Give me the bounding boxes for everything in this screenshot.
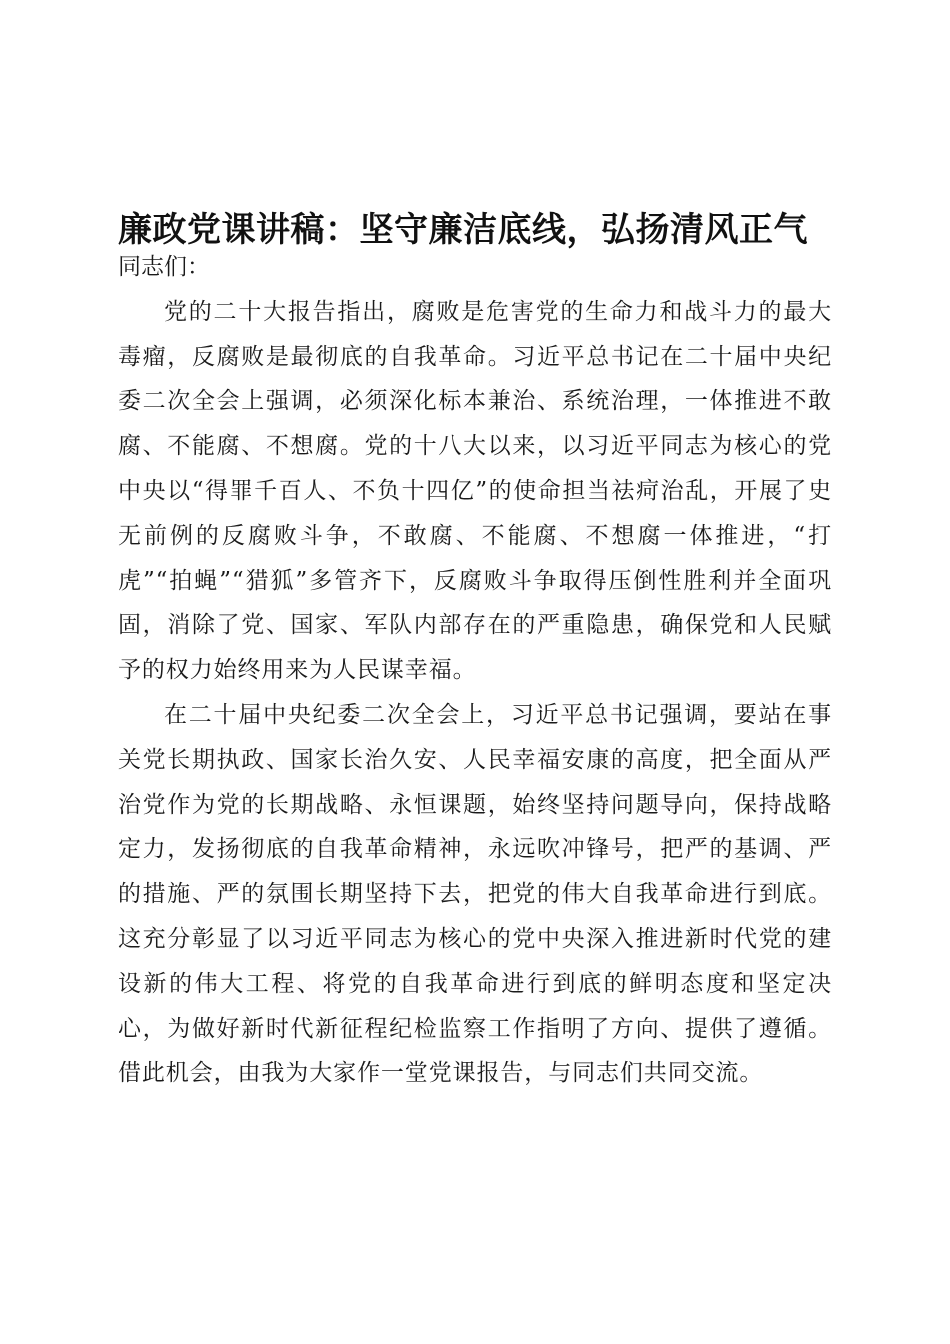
paragraph-2: 在二十届中央纪委二次全会上，习近平总书记强调，要站在事关党长期执政、国家长治久安、人民幸福安康的高度，把全面从严治党作为党的长期战略、永恒课题，始终坚持问题导向，保持战略定力，发扬彻底的自我革命精神，永远吹冲锋号，把严的基调、严的措施、严的氛围长期坚持下去，把党的伟大自我革命进行到底。这充分彰显了以习近平同志为核心的党中央深入推进新时代党的建设新的伟大工程、将党的自我革命进行到底的鲜明态度和坚定决心，为做好新时代新征程纪检监察工作指明了方向、提供了遵循。借此机会，由我为大家作一堂党课报告，与同志们共同交流。 [118, 701, 832, 1087]
salutation: 同志们： [118, 254, 210, 280]
document-body [118, 245, 832, 1096]
paragraph-1: 党的二十大报告指出，腐败是危害党的生命力和战斗力的最大毒瘤，反腐败是最彻底的自我革命。习近平总书记在二十届中央纪委二次全会上强调，必须深化标本兼治、系统治理，一体推进不敢腐、不能腐、不想腐。党的十八大以来，以习近平同志为核心的党中央以“得罪千百人、不负十四亿”的使命担当祛疴治乱，开展了史无前例的反腐败斗争，不敢腐、不能腐、不想腐一体推进，“打虎”“拍蝇”“猎狐”多管齐下，反腐败斗争取得压倒性胜利并全面巩固，消除了党、国家、军队内部存在的严重隐患，确保党和人民赋予的权力始终用来为人民谋幸福。 [118, 298, 832, 684]
document-title: 廉政党课讲稿：坚守廉洁底线，弘扬清风正气 [118, 210, 808, 250]
